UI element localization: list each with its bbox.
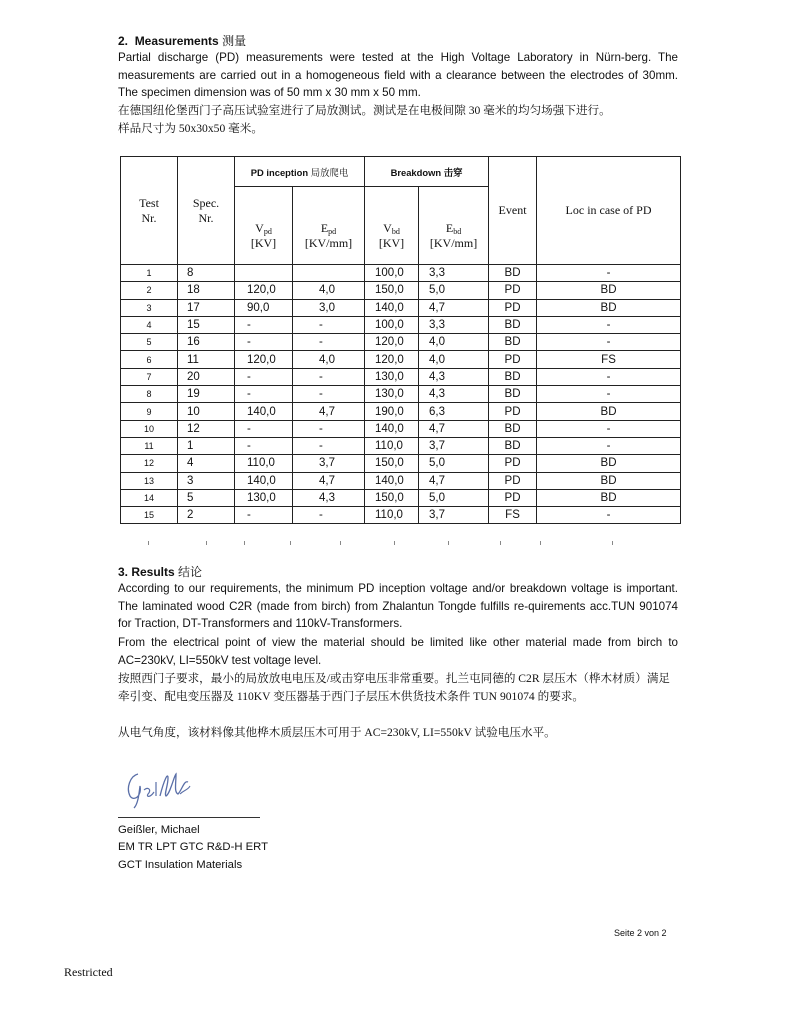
section-3-paragraph-en-2: From the electrical point of view the material should be limited like other material made from birch to AC=230kV, LI=550kV test voltage level. bbox=[118, 636, 678, 667]
cell-test: 2 bbox=[121, 282, 178, 299]
cell-loc: BD bbox=[537, 455, 681, 472]
cell-epd: - bbox=[293, 420, 365, 437]
header-vbd-symbol: V bbox=[383, 220, 392, 235]
table-row bbox=[121, 299, 681, 316]
cell-epd: - bbox=[293, 386, 365, 403]
cell-event: BD bbox=[489, 420, 537, 437]
table-row bbox=[121, 507, 681, 524]
cell-event: PD bbox=[489, 351, 537, 368]
cell-loc: - bbox=[537, 316, 681, 333]
section-2-paragraph-cn-2: 样品尺寸为 50x30x50 毫米。 bbox=[118, 122, 263, 135]
header-epd-symbol: E bbox=[320, 220, 329, 235]
cell-loc: BD bbox=[537, 489, 681, 506]
signatory-group: GCT Insulation Materials bbox=[118, 858, 243, 871]
header-pd-inception-cn: 局放爬电 bbox=[310, 167, 349, 179]
header-breakdown bbox=[365, 157, 489, 187]
cell-vbd: 150,0 bbox=[365, 455, 419, 472]
header-epd bbox=[293, 187, 365, 265]
cell-ebd: 5,0 bbox=[419, 489, 489, 506]
cell-vbd: 120,0 bbox=[365, 351, 419, 368]
cell-epd: - bbox=[293, 368, 365, 385]
cell-vpd: 120,0 bbox=[235, 351, 293, 368]
cell-vbd: 150,0 bbox=[365, 282, 419, 299]
cell-vpd: - bbox=[235, 507, 293, 524]
cell-epd bbox=[293, 265, 365, 282]
section-2-title bbox=[118, 32, 246, 49]
table-row bbox=[121, 351, 681, 368]
cell-loc: BD bbox=[537, 472, 681, 489]
header-spec-nr-label: Nr. bbox=[198, 210, 214, 225]
cell-spec: 8 bbox=[178, 265, 235, 282]
cell-epd: - bbox=[293, 507, 365, 524]
header-spec-nr bbox=[178, 157, 235, 265]
cell-vbd: 130,0 bbox=[365, 368, 419, 385]
cell-ebd: 3,7 bbox=[419, 507, 489, 524]
cell-ebd: 3,3 bbox=[419, 316, 489, 333]
cell-test: 6 bbox=[121, 351, 178, 368]
section-2-paragraph-en: Partial discharge (PD) measurements were tested at the High Voltage Laboratory in Nürn-berg. The measurements are carried out in a homogeneous field with a clearance between the electrodes of 30mm. The specimen dimension was of 50 mm x 30 mm x 50 mm. bbox=[118, 51, 678, 100]
cell-epd: 4,3 bbox=[293, 489, 365, 506]
cell-vbd: 100,0 bbox=[365, 265, 419, 282]
cell-epd: 4,0 bbox=[293, 351, 365, 368]
cell-event: BD bbox=[489, 368, 537, 385]
cell-test: 14 bbox=[121, 489, 178, 506]
cell-ebd: 4,0 bbox=[419, 351, 489, 368]
cell-vbd: 140,0 bbox=[365, 472, 419, 489]
table-row bbox=[121, 316, 681, 333]
header-loc: Loc in case of PD bbox=[537, 157, 681, 265]
table-row bbox=[121, 282, 681, 299]
cell-test: 3 bbox=[121, 299, 178, 316]
cell-event: PD bbox=[489, 282, 537, 299]
header-row-1 bbox=[121, 157, 681, 187]
section-3-title-en: 3. Results bbox=[118, 565, 175, 579]
cell-spec: 1 bbox=[178, 437, 235, 454]
signatory-name: Geißler, Michael bbox=[118, 824, 200, 836]
cell-loc: - bbox=[537, 420, 681, 437]
handwritten-signature bbox=[118, 760, 208, 812]
cell-spec: 5 bbox=[178, 489, 235, 506]
cell-loc: - bbox=[537, 437, 681, 454]
header-vpd-sub: pd bbox=[263, 226, 272, 236]
cell-ebd: 4,7 bbox=[419, 420, 489, 437]
section-title-cn: 测量 bbox=[222, 34, 247, 48]
cell-epd: 4,7 bbox=[293, 403, 365, 420]
header-test-nr bbox=[121, 157, 178, 265]
table-row bbox=[121, 489, 681, 506]
section-2-paragraph-cn-1: 在德国纽伦堡西门子高压试验室进行了局放测试。测试是在电极间隙 30 毫米的均匀场强下进行。 bbox=[118, 104, 611, 117]
header-spec: Spec. bbox=[192, 195, 220, 210]
cell-event: PD bbox=[489, 403, 537, 420]
cell-vbd: 140,0 bbox=[365, 299, 419, 316]
cell-spec: 19 bbox=[178, 386, 235, 403]
cell-test: 1 bbox=[121, 265, 178, 282]
cell-spec: 4 bbox=[178, 455, 235, 472]
section-3-paragraph-cn-2: 从电气角度，该材料像其他桦木质层压木可用于 AC=230kV, LI=550kV 试验电压水平。 bbox=[118, 726, 556, 739]
header-vbd-unit: [KV] bbox=[378, 235, 405, 250]
header-epd-unit: [KV/mm] bbox=[304, 235, 353, 250]
cell-vbd: 130,0 bbox=[365, 386, 419, 403]
signature-line bbox=[118, 817, 260, 818]
table-row bbox=[121, 420, 681, 437]
cell-vpd: 110,0 bbox=[235, 455, 293, 472]
section-3-paragraph-en-1: According to our requirements, the minimum PD inception voltage and/or breakdown voltage is important. The laminated wood C2R (made from birch) from Zhalantun Tongde fulfills re-quirements acc.TUN 901074 for Traction, DT-Transformers and 110kV-Transformers. bbox=[118, 582, 678, 631]
table-row bbox=[121, 437, 681, 454]
cell-spec: 17 bbox=[178, 299, 235, 316]
cell-vpd: - bbox=[235, 420, 293, 437]
cell-ebd: 4,7 bbox=[419, 472, 489, 489]
header-breakdown-en: Breakdown bbox=[390, 166, 442, 178]
section-title-en: Measurements bbox=[134, 34, 219, 48]
header-vbd bbox=[365, 187, 419, 265]
cell-spec: 16 bbox=[178, 334, 235, 351]
cell-test: 12 bbox=[121, 455, 178, 472]
table-row bbox=[121, 403, 681, 420]
cell-vbd: 150,0 bbox=[365, 489, 419, 506]
cell-epd: - bbox=[293, 437, 365, 454]
cell-event: PD bbox=[489, 299, 537, 316]
cell-vpd: 120,0 bbox=[235, 282, 293, 299]
cell-epd: 4,7 bbox=[293, 472, 365, 489]
header-pd-inception bbox=[235, 157, 365, 187]
cell-vpd: 130,0 bbox=[235, 489, 293, 506]
cell-vpd: 140,0 bbox=[235, 472, 293, 489]
cell-test: 7 bbox=[121, 368, 178, 385]
cell-vpd: - bbox=[235, 334, 293, 351]
cell-event: BD bbox=[489, 437, 537, 454]
cell-test: 8 bbox=[121, 386, 178, 403]
cell-loc: BD bbox=[537, 403, 681, 420]
cell-vbd: 100,0 bbox=[365, 316, 419, 333]
cell-loc: - bbox=[537, 265, 681, 282]
header-pd-inception-en: PD inception bbox=[250, 166, 309, 178]
cell-spec: 20 bbox=[178, 368, 235, 385]
cell-epd: 3,7 bbox=[293, 455, 365, 472]
cell-loc: FS bbox=[537, 351, 681, 368]
table-row bbox=[121, 455, 681, 472]
cell-vpd: 140,0 bbox=[235, 403, 293, 420]
cell-ebd: 3,7 bbox=[419, 437, 489, 454]
cell-spec: 15 bbox=[178, 316, 235, 333]
cell-vpd bbox=[235, 265, 293, 282]
section-3-title bbox=[118, 563, 202, 580]
cell-ebd: 5,0 bbox=[419, 455, 489, 472]
cell-ebd: 5,0 bbox=[419, 282, 489, 299]
cell-epd: 3,0 bbox=[293, 299, 365, 316]
cell-ebd: 4,7 bbox=[419, 299, 489, 316]
header-ebd-sub: bd bbox=[453, 226, 462, 236]
cell-event: BD bbox=[489, 265, 537, 282]
cell-loc: - bbox=[537, 368, 681, 385]
cell-event: PD bbox=[489, 455, 537, 472]
header-vpd bbox=[235, 187, 293, 265]
cell-loc: - bbox=[537, 507, 681, 524]
section-number: 2. bbox=[118, 34, 129, 48]
page-number: Seite 2 von 2 bbox=[614, 928, 667, 938]
header-ebd-unit: [KV/mm] bbox=[429, 235, 478, 250]
cell-spec: 3 bbox=[178, 472, 235, 489]
cell-event: BD bbox=[489, 316, 537, 333]
cell-event: BD bbox=[489, 386, 537, 403]
signature-block bbox=[118, 822, 268, 874]
cell-ebd: 6,3 bbox=[419, 403, 489, 420]
table-row bbox=[121, 368, 681, 385]
cell-ebd: 4,0 bbox=[419, 334, 489, 351]
table-row bbox=[121, 386, 681, 403]
cell-test: 13 bbox=[121, 472, 178, 489]
cell-test: 4 bbox=[121, 316, 178, 333]
header-ebd-symbol: E bbox=[445, 220, 454, 235]
header-ebd bbox=[419, 187, 489, 265]
cell-spec: 12 bbox=[178, 420, 235, 437]
cell-vbd: 120,0 bbox=[365, 334, 419, 351]
signatory-department: EM TR LPT GTC R&D-H ERT bbox=[118, 841, 269, 854]
header-test: Test bbox=[139, 195, 159, 210]
cell-spec: 18 bbox=[178, 282, 235, 299]
cell-loc: - bbox=[537, 386, 681, 403]
header-breakdown-cn: 击穿 bbox=[443, 166, 463, 178]
header-vbd-sub: bd bbox=[391, 226, 400, 236]
cell-loc: BD bbox=[537, 299, 681, 316]
table-row bbox=[121, 472, 681, 489]
cell-vbd: 110,0 bbox=[365, 507, 419, 524]
cell-ebd: 3,3 bbox=[419, 265, 489, 282]
classification-label: Restricted bbox=[64, 965, 113, 979]
cell-loc: - bbox=[537, 334, 681, 351]
cell-epd: 4,0 bbox=[293, 282, 365, 299]
cell-test: 11 bbox=[121, 437, 178, 454]
cell-vbd: 140,0 bbox=[365, 420, 419, 437]
cell-vbd: 110,0 bbox=[365, 437, 419, 454]
header-test-nr-label: Nr. bbox=[141, 210, 157, 225]
cell-epd: - bbox=[293, 316, 365, 333]
cell-vpd: 90,0 bbox=[235, 299, 293, 316]
cell-spec: 11 bbox=[178, 351, 235, 368]
cell-loc: BD bbox=[537, 282, 681, 299]
cell-test: 9 bbox=[121, 403, 178, 420]
section-3-paragraph-cn-1: 按照西门子要求，最小的局放放电电压及/或击穿电压非常重要。扎兰屯同德的 C2R 层压木（桦木材质）满足牵引变、配电变压器及 110KV 变压器基于西门子层压木供货技术条件 TUN 901074 的要求。 bbox=[118, 672, 671, 703]
cell-event: FS bbox=[489, 507, 537, 524]
cell-test: 15 bbox=[121, 507, 178, 524]
header-event: Event bbox=[489, 157, 537, 265]
measurement-table bbox=[120, 156, 681, 524]
cell-ebd: 4,3 bbox=[419, 368, 489, 385]
table-row bbox=[121, 265, 681, 282]
table-row bbox=[121, 334, 681, 351]
cell-vpd: - bbox=[235, 368, 293, 385]
cell-vpd: - bbox=[235, 316, 293, 333]
cell-event: BD bbox=[489, 334, 537, 351]
cell-event: PD bbox=[489, 472, 537, 489]
cell-vbd: 190,0 bbox=[365, 403, 419, 420]
section-3-title-cn: 结论 bbox=[178, 565, 203, 579]
cell-test: 5 bbox=[121, 334, 178, 351]
header-vpd-unit: [KV] bbox=[250, 235, 277, 250]
cell-ebd: 4,3 bbox=[419, 386, 489, 403]
cell-spec: 2 bbox=[178, 507, 235, 524]
cell-vpd: - bbox=[235, 386, 293, 403]
cell-event: PD bbox=[489, 489, 537, 506]
cell-vpd: - bbox=[235, 437, 293, 454]
cell-epd: - bbox=[293, 334, 365, 351]
header-epd-sub: pd bbox=[328, 226, 337, 236]
header-vpd-symbol: V bbox=[255, 220, 264, 235]
cell-test: 10 bbox=[121, 420, 178, 437]
cell-spec: 10 bbox=[178, 403, 235, 420]
